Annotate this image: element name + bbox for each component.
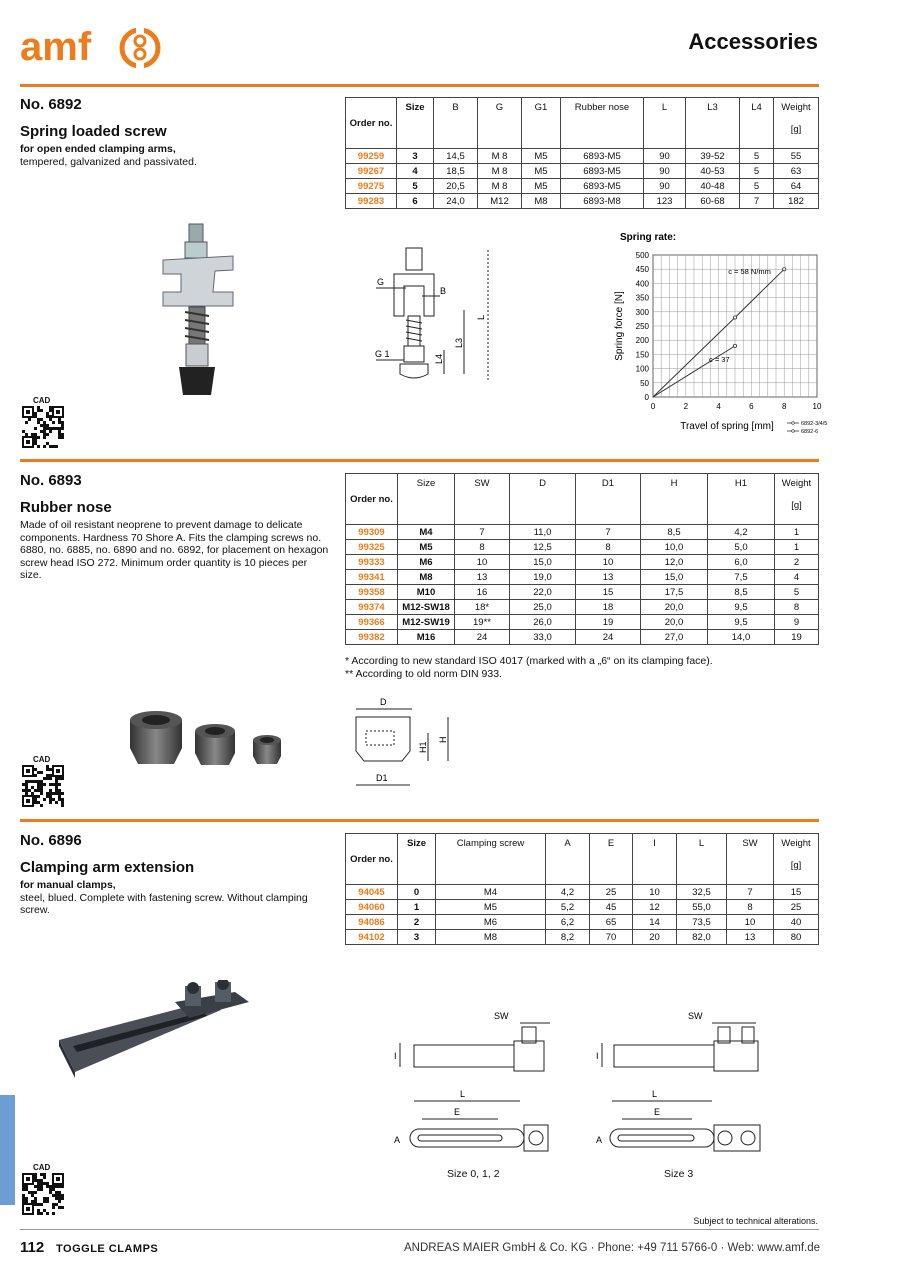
table-cell: 6893-M5	[561, 164, 644, 179]
table-cell: 8	[455, 540, 510, 555]
chart-y-label: Spring force [N]	[614, 291, 625, 361]
caption-size-3: Size 3	[664, 1168, 694, 1180]
col-weight: Weight [g]	[774, 834, 819, 885]
data-point	[733, 316, 736, 319]
table-cell: 11,0	[510, 525, 576, 540]
table-cell: 1	[398, 900, 436, 915]
table-cell: 5,2	[546, 900, 590, 915]
section-name: TOGGLE CLAMPS	[56, 1243, 159, 1255]
table-cell: 5	[740, 179, 774, 194]
x-tick-label: 6	[749, 402, 754, 411]
table-cell: 26,0	[510, 615, 576, 630]
table-cell: M12	[478, 194, 522, 209]
table-cell: 22,0	[510, 585, 576, 600]
table-cell: 5	[775, 585, 819, 600]
table-cell: 6893-M5	[561, 149, 644, 164]
table-cell: 7	[727, 885, 774, 900]
table-cell: 10	[633, 885, 677, 900]
table-cell: 80	[774, 930, 819, 945]
table-cell: 64	[774, 179, 819, 194]
cad-label-6893: CAD	[33, 755, 51, 764]
label-l3: L3	[454, 337, 464, 348]
label-d1: D1	[376, 773, 388, 783]
col-clamping-screw: Clamping screw	[436, 834, 546, 885]
table-cell: 17,5	[641, 585, 708, 600]
legend-marker	[792, 430, 795, 433]
order-number-cell[interactable]: 94060	[346, 900, 398, 915]
label-e: E	[654, 1107, 661, 1117]
y-tick-label: 300	[635, 307, 649, 317]
table-cell: 3	[397, 149, 434, 164]
table-row	[346, 194, 819, 209]
table-cell: 10	[576, 555, 641, 570]
table-cell: 6,0	[708, 555, 775, 570]
y-tick-label: 0	[644, 393, 649, 402]
label-l: L	[652, 1089, 658, 1099]
col-b: B	[434, 98, 478, 149]
table-row	[346, 600, 819, 615]
table-cell: 19**	[455, 615, 510, 630]
table-cell: 8,5	[641, 525, 708, 540]
label-sw: SW	[688, 1011, 703, 1021]
table-cell: 8	[775, 600, 819, 615]
table-cell: 70	[590, 930, 633, 945]
table-row	[346, 525, 819, 540]
table-cell: 8,5	[708, 585, 775, 600]
table-cell: 90	[644, 149, 686, 164]
spec-table-6893	[345, 473, 819, 645]
table-row	[346, 585, 819, 600]
legend-entry: 6892-3/4/5	[801, 421, 828, 427]
table-cell: M8	[436, 930, 546, 945]
col-g1: G1	[522, 98, 561, 149]
label-e: E	[454, 1107, 461, 1117]
table-cell: 15,0	[510, 555, 576, 570]
table-cell: 5	[740, 164, 774, 179]
table-cell: 32,5	[677, 885, 727, 900]
table-cell: M4	[436, 885, 546, 900]
table-cell: 12,0	[641, 555, 708, 570]
table-cell: 19,0	[510, 570, 576, 585]
table-cell: M 8	[478, 164, 522, 179]
col-d: D	[510, 474, 576, 525]
table-cell: 6893-M8	[561, 194, 644, 209]
table-cell: 4	[397, 164, 434, 179]
drawing-6892	[370, 240, 500, 390]
order-number-cell[interactable]: 99283	[346, 194, 397, 209]
table-row	[346, 164, 819, 179]
order-number-cell[interactable]: 99374	[346, 600, 398, 615]
subtitle-text: steel, blued. Complete with fastening screw. Without clamping screw.	[20, 891, 308, 916]
col-order-no: Order no.	[346, 474, 398, 525]
spring-screw-photo	[155, 222, 245, 402]
label-sw: SW	[494, 1011, 509, 1021]
label-l4: L4	[434, 353, 444, 364]
table-cell: 15	[774, 885, 819, 900]
product-number-6893: No. 6893	[20, 472, 82, 489]
table-cell: 12,5	[510, 540, 576, 555]
table-cell: 63	[774, 164, 819, 179]
col-g: G	[478, 98, 522, 149]
clamping-arm-photo	[55, 980, 275, 1080]
cad-label-6896: CAD	[33, 1163, 51, 1172]
technical-alterations-note: Subject to technical alterations.	[693, 1216, 818, 1226]
order-number-cell[interactable]: 99366	[346, 615, 398, 630]
order-number-cell[interactable]: 99341	[346, 570, 398, 585]
table-cell: M5	[398, 540, 455, 555]
product-number-6896: No. 6896	[20, 832, 82, 849]
footnote-1: * According to new standard ISO 4017 (marked with a „6“ on its clamping face).	[345, 655, 713, 667]
x-tick-label: 0	[650, 402, 656, 411]
drawing-6893	[342, 693, 472, 793]
subtitle-bold: for open ended clamping arms,	[20, 143, 176, 155]
spec-table-6896	[345, 833, 819, 945]
label-b: B	[440, 286, 447, 296]
table-cell: 9,5	[708, 615, 775, 630]
x-tick-label: 2	[683, 402, 689, 411]
order-number-cell[interactable]: 99325	[346, 540, 398, 555]
table-cell: 6,2	[546, 915, 590, 930]
product-subtitle-6896	[20, 879, 320, 917]
caption-size-0-1-2: Size 0, 1, 2	[447, 1168, 500, 1180]
table-cell: 10	[727, 915, 774, 930]
table-cell: M10	[398, 585, 455, 600]
y-tick-label: 150	[635, 350, 649, 360]
table-cell: M5	[522, 164, 561, 179]
y-tick-label: 350	[635, 293, 649, 303]
table-cell: M5	[436, 900, 546, 915]
table-cell: 13	[576, 570, 641, 585]
label-g: G	[377, 277, 385, 287]
table-cell: M12-SW18	[398, 600, 455, 615]
table-row	[346, 630, 819, 645]
col-l4: L4	[740, 98, 774, 149]
col-order-no: Order no.	[346, 834, 398, 885]
product-title-6892: Spring loaded screw	[20, 123, 167, 140]
table-cell: 14,5	[434, 149, 478, 164]
col-l: L	[677, 834, 727, 885]
side-tab	[0, 1095, 15, 1205]
x-tick-label: 8	[781, 402, 787, 411]
label-d: D	[380, 697, 387, 707]
table-row	[346, 615, 819, 630]
table-cell: 7,5	[708, 570, 775, 585]
table-cell: 19	[775, 630, 819, 645]
subtitle-bold: for manual clamps,	[20, 879, 116, 891]
table-cell: 20,0	[641, 615, 708, 630]
table-cell: 39-52	[686, 149, 740, 164]
table-cell: 5	[740, 149, 774, 164]
table-row	[346, 179, 819, 194]
table-cell: 18,5	[434, 164, 478, 179]
table-cell: 182	[774, 194, 819, 209]
table-cell: 13	[455, 570, 510, 585]
table-cell: 90	[644, 164, 686, 179]
y-tick-label: 500	[635, 251, 649, 260]
table-cell: 10	[455, 555, 510, 570]
y-tick-label: 250	[635, 322, 649, 331]
table-row	[346, 555, 819, 570]
label-l: L	[460, 1089, 466, 1099]
data-point	[783, 268, 786, 271]
table-cell: 4,2	[708, 525, 775, 540]
table-cell: 25	[590, 885, 633, 900]
label-g1: G 1	[375, 349, 390, 359]
col-h: H	[641, 474, 708, 525]
table-cell: 15	[576, 585, 641, 600]
table-cell: 13	[727, 930, 774, 945]
table-cell: M16	[398, 630, 455, 645]
table-cell: 55	[774, 149, 819, 164]
label-a: A	[394, 1135, 401, 1145]
table-cell: 10,0	[641, 540, 708, 555]
table-cell: M 8	[478, 179, 522, 194]
subtitle-text: tempered, galvanized and passivated.	[20, 155, 197, 168]
order-number-cell[interactable]: 99259	[346, 149, 397, 164]
footer-rule	[20, 1229, 819, 1230]
table-cell: 40	[774, 915, 819, 930]
spec-table-6892	[345, 97, 819, 209]
col-l: L	[644, 98, 686, 149]
table-cell: 1	[775, 525, 819, 540]
table-row	[346, 885, 819, 900]
col-size: Size	[398, 474, 455, 525]
table-cell: 40-53	[686, 164, 740, 179]
table-cell: 8	[576, 540, 641, 555]
order-number-cell[interactable]: 94045	[346, 885, 398, 900]
amf-logo	[18, 22, 163, 70]
col-sw: SW	[455, 474, 510, 525]
footnote-2: ** According to old norm DIN 933.	[345, 668, 502, 680]
order-number-cell[interactable]: 99309	[346, 525, 398, 540]
order-number-cell[interactable]: 99382	[346, 630, 398, 645]
table-cell: 82,0	[677, 930, 727, 945]
logo-text: amf	[20, 25, 92, 69]
table-cell: 5	[397, 179, 434, 194]
table-cell: 65	[590, 915, 633, 930]
product-subtitle-6892	[20, 143, 197, 168]
company-info: ANDREAS MAIER GmbH & Co. KG · Phone: +49 711 5766-0 · Web: www.amf.de	[404, 1242, 820, 1254]
table-row	[346, 149, 819, 164]
table-cell: 19	[576, 615, 641, 630]
table-cell: M12-SW19	[398, 615, 455, 630]
table-row	[346, 930, 819, 945]
table-cell: 33,0	[510, 630, 576, 645]
col-i: I	[633, 834, 677, 885]
chart-x-label: Travel of spring [mm]	[680, 421, 774, 432]
table-cell: 24	[576, 630, 641, 645]
table-cell: 45	[590, 900, 633, 915]
label-l: L	[476, 314, 486, 320]
order-number-cell[interactable]: 94086	[346, 915, 398, 930]
table-cell: 7	[740, 194, 774, 209]
table-cell: M8	[398, 570, 455, 585]
table-cell: 5,0	[708, 540, 775, 555]
label-h1: H1	[418, 741, 428, 753]
table-cell: 20,0	[641, 600, 708, 615]
table-cell: 6	[397, 194, 434, 209]
table-row	[346, 915, 819, 930]
col-sw: SW	[727, 834, 774, 885]
header-rule	[20, 84, 819, 87]
chart-title: Spring rate:	[620, 232, 677, 243]
table-cell: 4	[775, 570, 819, 585]
table-cell: M5	[522, 149, 561, 164]
order-number-cell[interactable]: 99333	[346, 555, 398, 570]
legend-entry: 6892-6	[801, 429, 819, 435]
table-cell: 2	[398, 915, 436, 930]
y-tick-label: 50	[640, 378, 649, 388]
table-cell: M6	[436, 915, 546, 930]
series-annotation: c = 58 N/mm	[728, 267, 771, 277]
col-d1: D1	[576, 474, 641, 525]
table-cell: 16	[455, 585, 510, 600]
table-cell: M8	[522, 194, 561, 209]
cad-label-6892: CAD	[33, 396, 51, 405]
table-cell: 1	[775, 540, 819, 555]
table-cell: M6	[398, 555, 455, 570]
y-tick-label: 100	[635, 364, 649, 374]
cad-qr-code-6896[interactable]	[22, 1173, 64, 1215]
label-i: I	[394, 1051, 397, 1061]
table-cell: 9	[775, 615, 819, 630]
col-rubber-nose: Rubber nose	[561, 98, 644, 149]
section-rule-6893	[20, 459, 819, 462]
table-row	[346, 900, 819, 915]
col-size: Size	[398, 834, 436, 885]
table-cell: 14	[633, 915, 677, 930]
x-tick-label: 10	[812, 402, 822, 411]
col-l3: L3	[686, 98, 740, 149]
table-cell: 14,0	[708, 630, 775, 645]
table-cell: 123	[644, 194, 686, 209]
order-number-cell[interactable]: 99267	[346, 164, 397, 179]
table-cell: 25,0	[510, 600, 576, 615]
order-number-cell[interactable]: 99275	[346, 179, 397, 194]
label-i: I	[596, 1051, 599, 1061]
table-cell: 9,5	[708, 600, 775, 615]
table-cell: 24,0	[434, 194, 478, 209]
table-cell: 8,2	[546, 930, 590, 945]
table-cell: 3	[398, 930, 436, 945]
label-a: A	[596, 1135, 603, 1145]
table-cell: 12	[633, 900, 677, 915]
col-weight: Weight [g]	[774, 98, 819, 149]
y-tick-label: 400	[635, 279, 649, 289]
y-tick-label: 450	[635, 265, 649, 275]
table-cell: 6893-M5	[561, 179, 644, 194]
data-point	[733, 344, 736, 347]
table-cell: 20	[633, 930, 677, 945]
table-cell: 15,0	[641, 570, 708, 585]
table-cell: 24	[455, 630, 510, 645]
table-cell: 73,5	[677, 915, 727, 930]
order-number-cell[interactable]: 99358	[346, 585, 398, 600]
col-weight: Weight [g]	[775, 474, 819, 525]
table-cell: 8	[727, 900, 774, 915]
product-number-6892: No. 6892	[20, 96, 82, 113]
col-a: A	[546, 834, 590, 885]
x-tick-label: 4	[716, 402, 721, 411]
table-cell: 18	[576, 600, 641, 615]
table-row	[346, 540, 819, 555]
page-title: Accessories	[688, 29, 818, 54]
rubber-nose-photo	[125, 705, 295, 770]
table-cell: 40-48	[686, 179, 740, 194]
table-cell: 4,2	[546, 885, 590, 900]
col-h1: H1	[708, 474, 775, 525]
col-order-no: Order no.	[346, 98, 397, 149]
col-size: Size	[397, 98, 434, 149]
table-cell: 25	[774, 900, 819, 915]
cad-qr-code-6892[interactable]	[22, 406, 64, 448]
order-number-cell[interactable]: 94102	[346, 930, 398, 945]
series-annotation: c = 37	[709, 354, 730, 364]
table-cell: 55,0	[677, 900, 727, 915]
table-cell: 7	[455, 525, 510, 540]
table-cell: 18*	[455, 600, 510, 615]
product-description-6893: Made of oil resistant neoprene to prevent damage to delicate components. Hardness 70 Shore A. Fits the clamping screws no. 6880, no. 6885, no. 6890 and no. 6892, for placement on hexagon screw head ISO 272. Minimum order quantity is 10 pieces per size.	[20, 519, 329, 581]
drawing-6896-size-3	[592, 1005, 772, 1155]
legend-marker	[792, 422, 795, 425]
cad-qr-code-6893[interactable]	[22, 765, 64, 807]
table-cell: 2	[775, 555, 819, 570]
table-cell: 27,0	[641, 630, 708, 645]
table-cell: 20,5	[434, 179, 478, 194]
table-row	[346, 570, 819, 585]
product-title-6893: Rubber nose	[20, 499, 112, 516]
y-tick-label: 200	[635, 336, 649, 346]
table-cell: M5	[522, 179, 561, 194]
page-number: 112	[20, 1239, 45, 1256]
section-rule-6896	[20, 819, 819, 822]
table-cell: 0	[398, 885, 436, 900]
table-cell: M4	[398, 525, 455, 540]
col-e: E	[590, 834, 633, 885]
product-title-6896: Clamping arm extension	[20, 859, 195, 876]
table-cell: 60-68	[686, 194, 740, 209]
table-cell: 90	[644, 179, 686, 194]
table-cell: 7	[576, 525, 641, 540]
spring-rate-chart	[612, 228, 830, 443]
table-cell: M 8	[478, 149, 522, 164]
drawing-6896-size-0-1-2	[390, 1005, 560, 1155]
label-h: H	[438, 736, 448, 743]
